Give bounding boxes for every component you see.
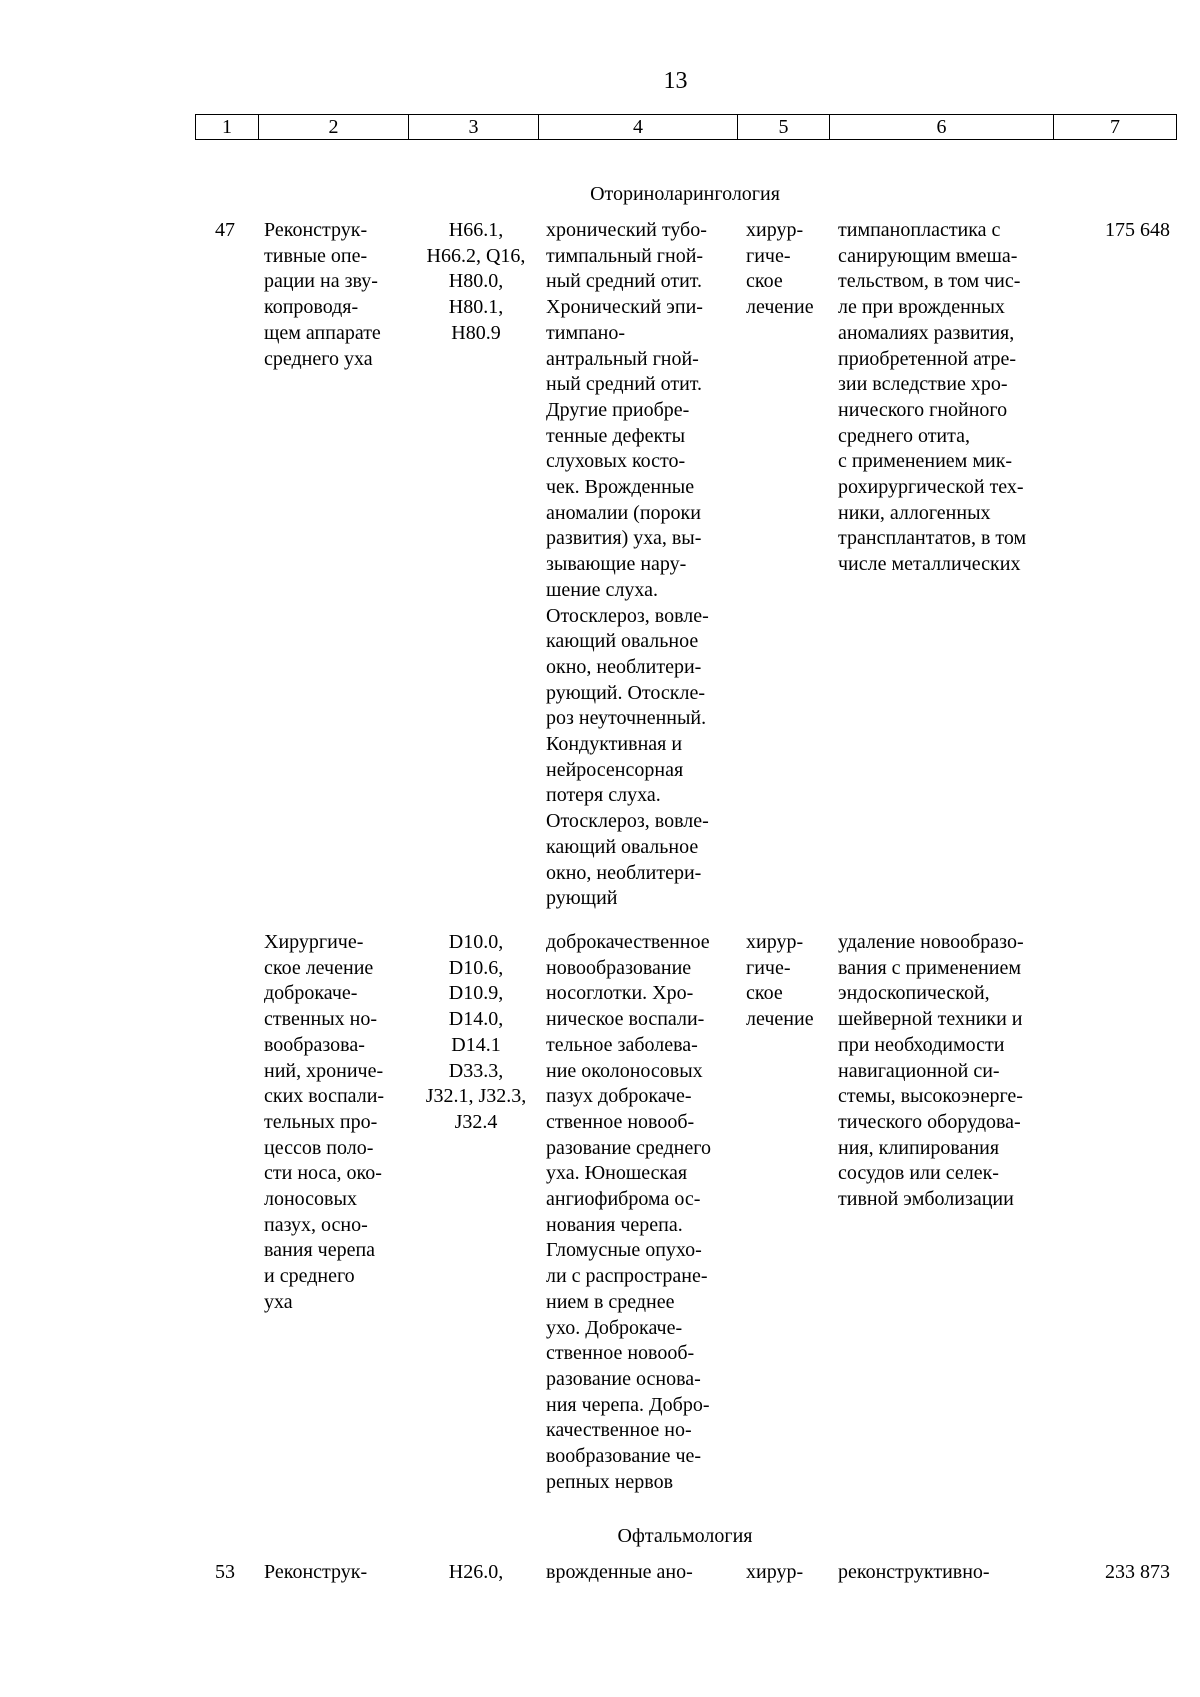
section-title-otorhinolaryngology: Оториноларингология [590,183,780,205]
icd-codes: H66.1, H66.2, Q16, H80.0, H80.1, H80.9 [426,219,526,344]
column-number: 2 [259,115,409,140]
page-number: 13 [663,68,688,94]
cost-value: 233 873 [1105,1561,1170,1583]
intervention-group-name: Реконструк- [264,1561,368,1583]
cost-value: 175 648 [1105,219,1170,241]
intervention-group-name: Хирургиче- ское лечение доброкаче- ственных но- вообразова- ний, хрониче- ских воспали- тельных про- цессов поло- сти носа, око- лоносовых пазух, осно- вания черепа и среднего уха [264,931,385,1313]
treatment-type: хирур- гиче- ское лечение [746,219,814,319]
treatment-type: хирур- [746,1561,804,1583]
section-title-ophthalmology: Офтальмология [617,1525,753,1547]
treatment-method: реконструктивно- [838,1561,990,1583]
treatment-type: хирур- гиче- ское лечение [746,931,814,1031]
icd-codes: D10.0, D10.6, D10.9, D14.0, D14.1 D33.3, J32.1, J32.3, J32.4 [425,931,527,1133]
row-number: 47 [215,219,235,241]
treatment-method: удаление новообразо- вания с применением эндоскопической, шейверной техники и при необходимости навигационной си- стемы, высокоэнерге- тического оборудова- ния, клипирования сосудов или селек- тивной эмболизации [838,931,1024,1211]
column-number-header [195,114,1177,140]
column-number: 4 [539,115,738,140]
intervention-group-name: Реконструк- тивные опе- рации на зву- копроводя- щем аппарате среднего уха [264,219,381,370]
column-number: 5 [738,115,830,140]
column-number: 6 [830,115,1054,140]
column-number: 7 [1054,115,1177,140]
column-number: 1 [196,115,259,140]
column-number: 3 [409,115,539,140]
diagnosis-description: хронический тубо- тимпальный гной- ный средний отит. Хронический эпи- тимпано- антральный гной- ный средний отит. Другие приобре- тенные дефекты слуховых косто- чек. Врожденные аномалии (пороки развития) уха, вы- зывающие нару- шение слуха. Отосклероз, вовле- кающий овальное окно, необлитери- рующий. Отоскле- роз неуточненный. Кондуктивная и нейросенсорная потеря слуха. Отосклероз, вовле- кающий овальное окно, необлитери- рующий [546,219,709,910]
diagnosis-description: доброкачественное новообразование носоглотки. Хро- ническое воспали- тельное заболева- ние околоносовых пазух доброкаче- ственное новооб- разование среднего уха. Юношеская ангиофиброма ос- нования черепа. Гломусные опухо- ли с распростране- нием в среднее ухо. Доброкаче- ственное новооб- разование основа- ния черепа. Добро- качественное но- вообразование че- репных нервов [546,931,711,1493]
row-number: 53 [215,1561,235,1583]
diagnosis-description: врожденные ано- [546,1561,693,1583]
icd-codes: H26.0, [448,1561,504,1583]
treatment-method: тимпанопластика с санирующим вмеша- тельством, в том чис- ле при врожденных аномалиях развития, приобретенной атре- зии вследствие хро- нического гнойного среднего отита, с применением мик- рохирургической тех- ники, аллогенных трансплантатов, в том числе металлических [838,219,1027,576]
